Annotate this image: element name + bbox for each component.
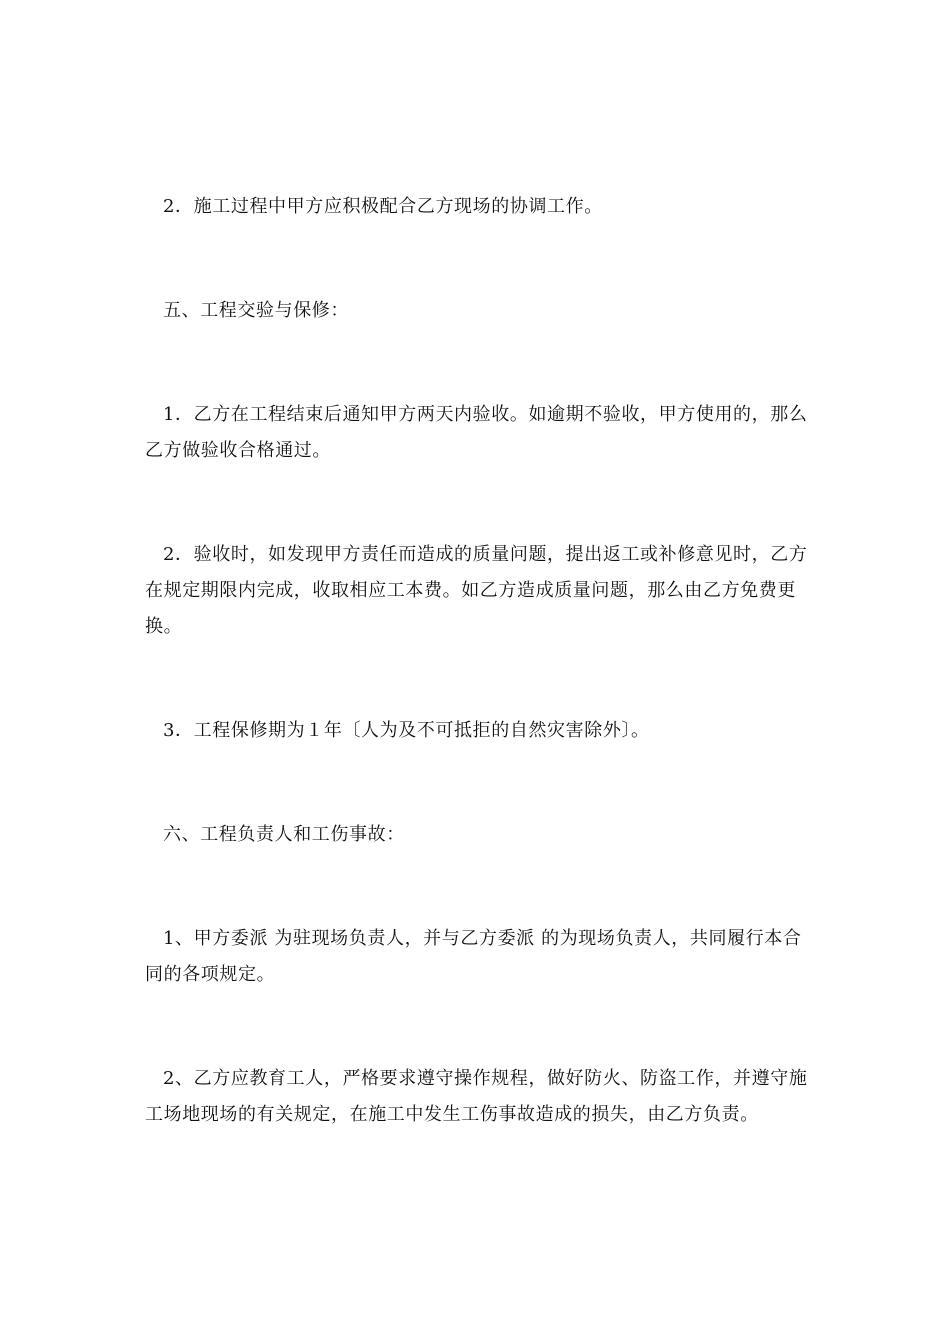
paragraph-warranty-period: 3．工程保修期为１年〔人为及不可抵拒的自然灾害除外〕。 [163, 720, 650, 741]
paragraph-quality-issues: 2．验收时，如发现甲方责任而造成的质量问题，提出返工或补修意见时，乙方在规定期限内完成，收取相应工本费。如乙方造成质量问题，那么由乙方免费更换。 [145, 544, 808, 637]
section-heading-acceptance-warranty: 五、工程交验与保修： [163, 300, 349, 321]
section-heading-responsible-persons: 六、工程负责人和工伤事故： [163, 824, 405, 845]
paragraph-construction-coordination: 2．施工过程中甲方应积极配合乙方现场的协调工作。 [163, 196, 603, 217]
paragraph-onsite-representatives: 1、甲方委派 为驻现场负责人，并与乙方委派 的为现场负责人，共同履行本合同的各项规定。 [145, 928, 802, 985]
paragraph-worker-safety: 2、乙方应教育工人，严格要求遵守操作规程，做好防火、防盗工作，并遵守施工场地现场的有关规定，在施工中发生工伤事故造成的损失，由乙方负责。 [145, 1068, 808, 1125]
paragraph-acceptance-notice: 1．乙方在工程结束后通知甲方两天内验收。如逾期不验收，甲方使用的，那么乙方做验收合格通过。 [145, 404, 808, 461]
